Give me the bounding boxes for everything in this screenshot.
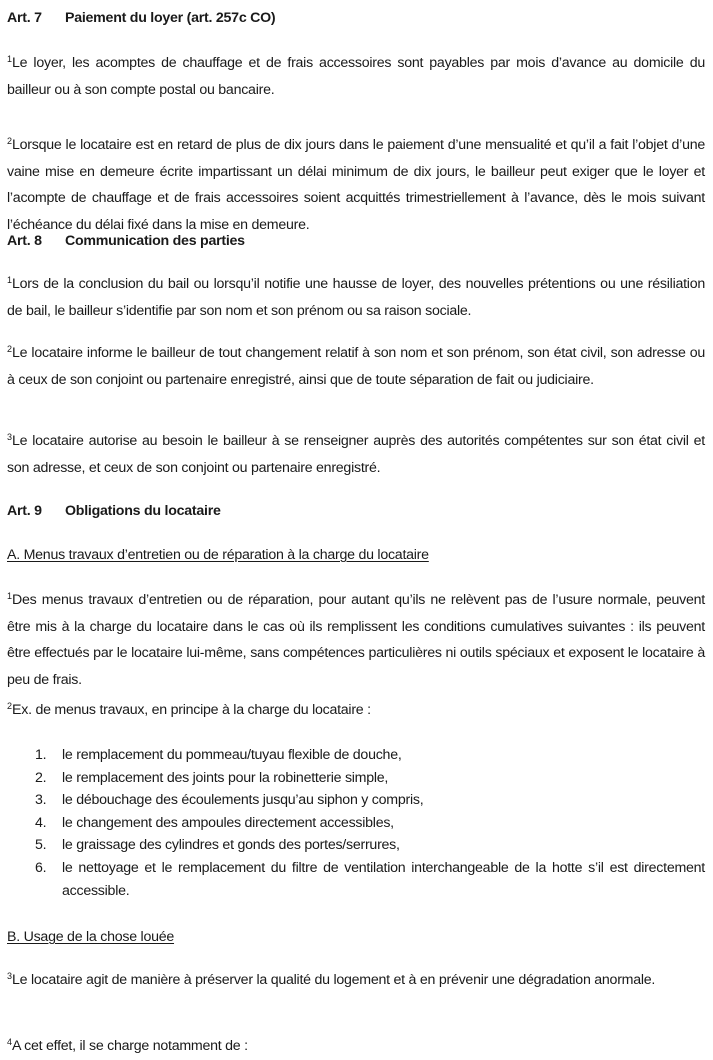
article-number: Art. 8 bbox=[7, 233, 42, 249]
paragraph-text: A cet effet, il se charge notamment de : bbox=[12, 1038, 248, 1054]
list-item-text: le nettoyage et le remplacement du filtre de ventilation interchangeable de la hotte s’il est directement accessible. bbox=[62, 859, 705, 899]
paragraph-text: Le locataire informe le bailleur de tout changement relatif à son nom et son prénom, son état civil, son adresse ou à ceux de son conjoint ou partenaire enregistré, ainsi que de toute séparation de fait ou judiciaire. bbox=[7, 345, 705, 388]
section-b-heading: B. Usage de la chose louée bbox=[7, 929, 175, 945]
article-9-heading bbox=[7, 498, 705, 525]
article-8-paragraph-3 bbox=[7, 428, 705, 481]
article-title: Communication des parties bbox=[65, 233, 245, 249]
list-item-text: le graissage des cylindres et gonds des portes/serrures, bbox=[62, 837, 400, 854]
article-9-paragraph-4 bbox=[7, 1033, 705, 1060]
article-title: Obligations du locataire bbox=[65, 503, 221, 519]
article-8-heading bbox=[7, 228, 705, 255]
paragraph-text: Lors de la conclusion du bail ou lorsqu’il notifie une hausse de loyer, des nouvelles prétentions ou une résiliation de bail, le bailleur s’identifie par son nom et son prénom ou sa raison sociale. bbox=[7, 276, 705, 319]
paragraph-text: Ex. de menus travaux, en principe à la charge du locataire : bbox=[12, 702, 371, 718]
list-item bbox=[7, 789, 705, 812]
list-item-number: 6. bbox=[35, 859, 47, 876]
paragraph-text: Le locataire agit de manière à préserver la qualité du logement et à en prévenir une dégradation anormale. bbox=[12, 972, 656, 988]
article-9-paragraph-1 bbox=[7, 587, 705, 693]
article-8-paragraph-1 bbox=[7, 271, 705, 324]
paragraph-number: 3 bbox=[7, 971, 13, 981]
list-item-number: 3. bbox=[35, 792, 47, 809]
paragraph-text: Le loyer, les acomptes de chauffage et de frais accessoires sont payables par mois d’avance au domicile du bailleur ou à son compte postal ou bancaire. bbox=[7, 55, 705, 98]
list-item-number: 1. bbox=[35, 747, 47, 763]
paragraph-number: 3 bbox=[7, 432, 13, 442]
paragraph-number: 2 bbox=[7, 344, 13, 354]
list-item bbox=[7, 767, 705, 790]
list-item-number: 2. bbox=[35, 769, 47, 786]
menus-travaux-list bbox=[7, 744, 705, 902]
article-9-paragraph-3 bbox=[7, 967, 705, 994]
list-item bbox=[7, 834, 705, 857]
article-7-paragraph-2 bbox=[7, 132, 705, 238]
list-item-text: le remplacement du pommeau/tuyau flexible de douche, bbox=[62, 747, 402, 763]
section-a-heading: A. Menus travaux d’entretien ou de réparation à la charge du locataire bbox=[7, 547, 429, 563]
article-number: Art. 9 bbox=[7, 503, 42, 519]
article-9-paragraph-2 bbox=[7, 697, 705, 724]
list-item-text: le remplacement des joints pour la robinetterie simple, bbox=[62, 769, 389, 786]
paragraph-number: 4 bbox=[7, 1037, 13, 1047]
list-item-text: le débouchage des écoulements jusqu’au siphon y compris, bbox=[62, 792, 424, 809]
article-8-paragraph-2 bbox=[7, 340, 705, 393]
paragraph-number: 2 bbox=[7, 701, 13, 711]
paragraph-number: 1 bbox=[7, 591, 13, 601]
list-item-text: le changement des ampoules directement accessibles, bbox=[62, 814, 394, 831]
paragraph-number: 2 bbox=[7, 136, 13, 146]
paragraph-text: Des menus travaux d’entretien ou de réparation, pour autant qu’ils ne relèvent pas de l’usure normale, peuvent être mis à la charge du locataire dans le cas où ils remplissent les conditions cumulatives suivantes : ils peuvent être effectués par le locataire lui-même, sans compétences particulières ni outils spéciaux et exposent le locataire à peu de frais. bbox=[7, 592, 705, 688]
article-number: Art. 7 bbox=[7, 10, 42, 26]
paragraph-text: Le locataire autorise au besoin le bailleur à se renseigner auprès des autorités compétentes sur son état civil et son adresse, et ceux de son conjoint ou partenaire enregistré. bbox=[7, 433, 705, 476]
article-7-heading bbox=[7, 5, 705, 32]
list-item-number: 4. bbox=[35, 814, 47, 831]
list-item bbox=[7, 812, 705, 835]
list-item bbox=[7, 744, 705, 767]
article-title: Paiement du loyer (art. 257c CO) bbox=[65, 10, 276, 26]
paragraph-number: 1 bbox=[7, 54, 13, 64]
article-7-paragraph-1 bbox=[7, 50, 705, 103]
list-item bbox=[7, 857, 705, 902]
paragraph-text: Lorsque le locataire est en retard de plus de dix jours dans le paiement d’une mensualité et qu’il a fait l’objet d’une vaine mise en demeure écrite impartissant un délai minimum de dix jours, le bailleur peut exiger que le loyer et l’acompte de chauffage et de frais accessoires soient acquittés trimestriellement à l’avance, dès le mois suivant l’échéance du délai fixé dans la mise en demeure. bbox=[7, 137, 705, 233]
paragraph-number: 1 bbox=[7, 275, 13, 285]
list-item-number: 5. bbox=[35, 837, 47, 854]
